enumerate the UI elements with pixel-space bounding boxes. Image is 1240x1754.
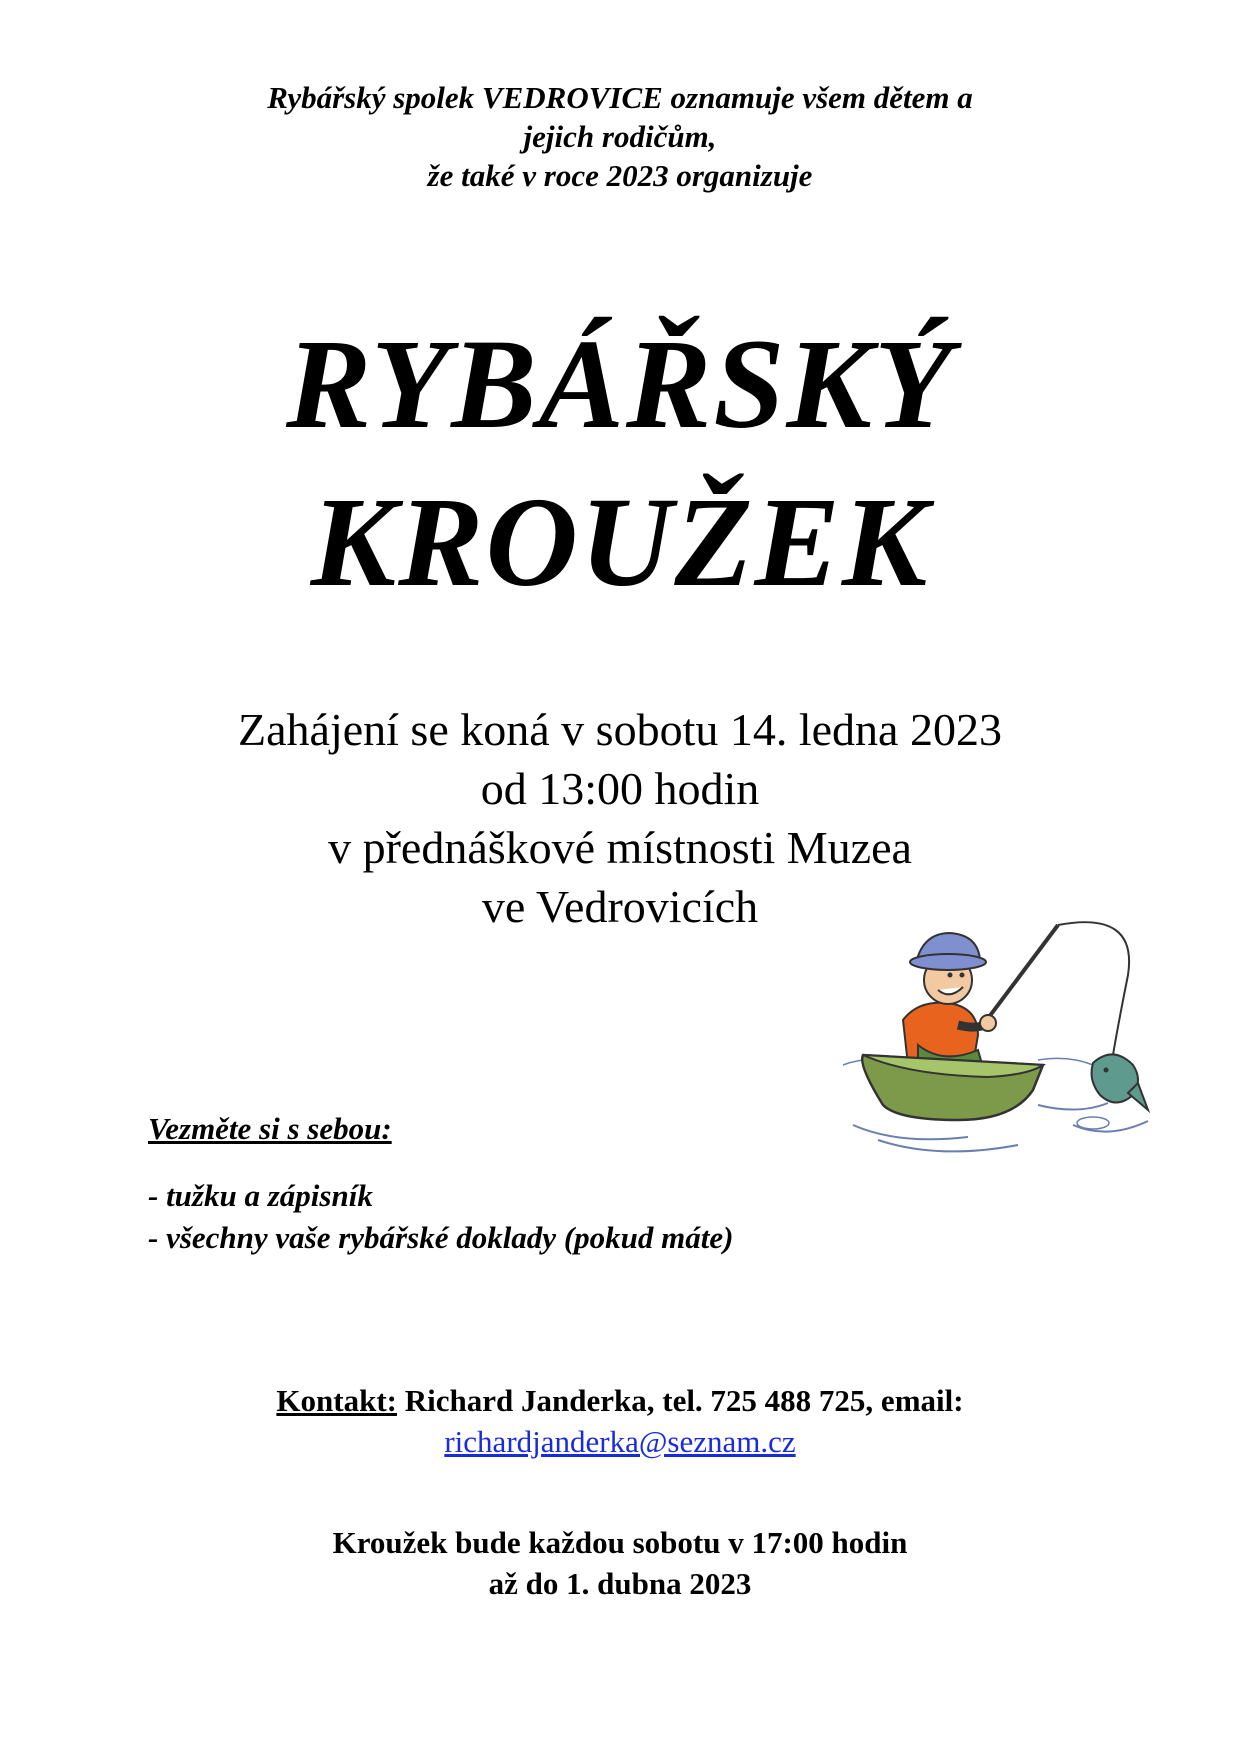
intro-text <box>0 78 1240 195</box>
schedule-line: Kroužek bude každou sobotu v 17:00 hodin <box>332 1525 908 1560</box>
contact-label: Kontakt: <box>276 1383 397 1418</box>
contact-info <box>0 1380 1240 1462</box>
intro-line: Rybářský spolek VEDROVICE oznamuje všem dětem a <box>267 80 973 115</box>
email-link[interactable]: richardjanderka@seznam.cz <box>444 1424 796 1459</box>
event-line: v přednáškové místnosti Muzea <box>328 822 912 873</box>
schedule-line: až do 1. dubna 2023 <box>488 1566 752 1601</box>
intro-line: že také v roce 2023 organizuje <box>427 158 813 193</box>
title-line: RYBÁŘSKÝ <box>285 313 955 455</box>
title-line: KROUŽEK <box>310 471 930 613</box>
bring-heading: Vezměte si s sebou: <box>148 1111 392 1146</box>
list-item: - všechny vaše rybářské doklady (pokud máte) <box>148 1220 734 1255</box>
bring-list <box>148 1175 733 1259</box>
boy-fishing-in-boat-icon <box>838 915 1168 1160</box>
list-item: - tužku a zápisník <box>148 1178 373 1213</box>
event-info <box>0 700 1240 936</box>
event-line: od 13:00 hodin <box>480 763 760 814</box>
contact-line <box>0 1380 1240 1421</box>
event-line: ve Vedrovicích <box>481 881 759 932</box>
email-line <box>0 1421 1240 1462</box>
event-line: Zahájení se koná v sobotu 14. ledna 2023 <box>238 704 1002 755</box>
intro-line: jejich rodičům, <box>523 119 717 154</box>
page-title <box>0 305 1240 621</box>
schedule-info <box>0 1522 1240 1604</box>
contact-text: Richard Janderka, tel. 725 488 725, email: <box>397 1383 964 1418</box>
